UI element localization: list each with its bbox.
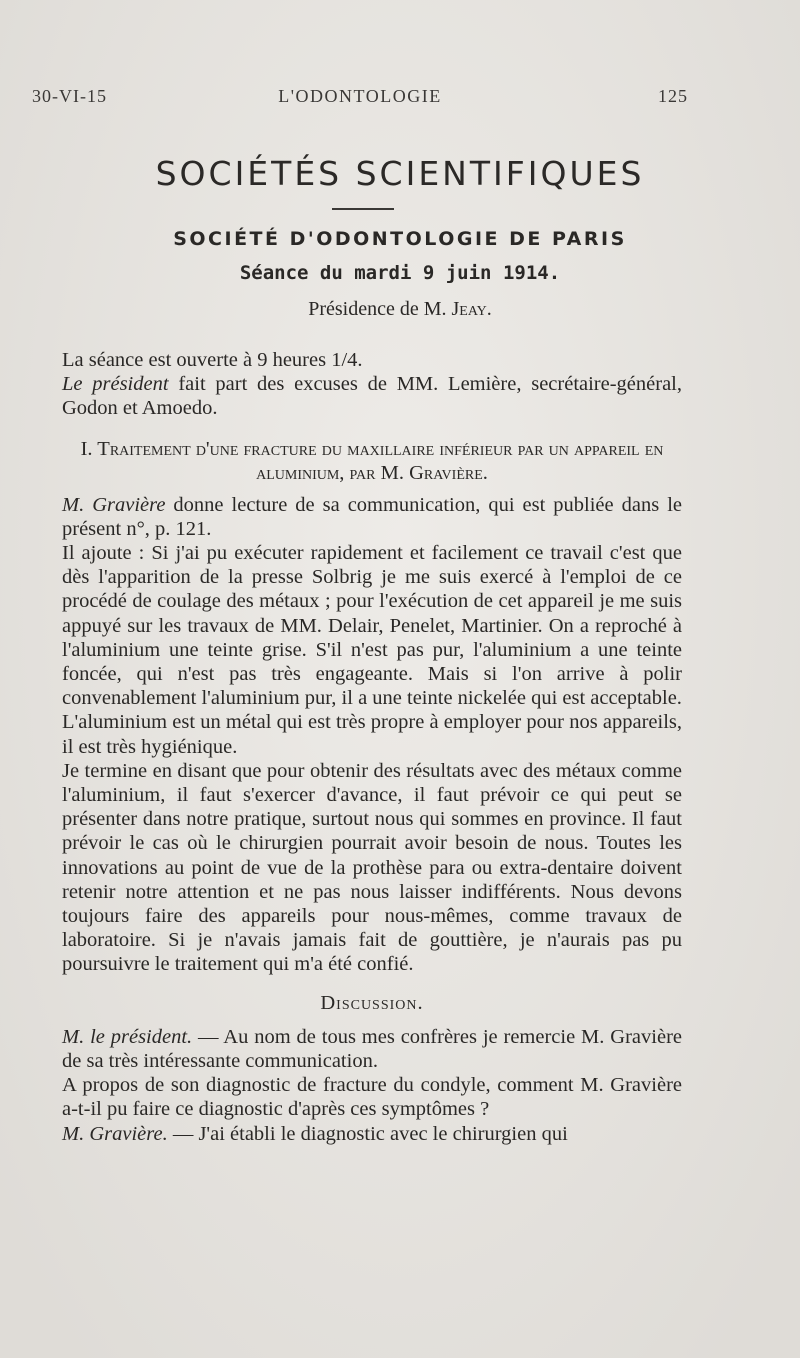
header-journal-title: L'ODONTOLOGIE (278, 86, 442, 106)
speaker-graviere: M. Gravière (62, 493, 166, 516)
title-divider (332, 208, 394, 210)
paragraph-reading (62, 493, 682, 541)
presidency-prefix: Présidence de M. (308, 298, 452, 320)
speaker-graviere-2: M. Gravière. (62, 1122, 168, 1145)
paragraph-excuses-text: fait part des excuses de MM. Lemière, secrétaire-général, Godon et Amoedo. (62, 373, 682, 420)
speaker-president: Le président (62, 373, 169, 396)
paragraph-thanks-text: — Au nom de tous mes confrères je remercie M. Gravière de sa très intéressante communication. (62, 1025, 682, 1073)
agenda-item-title: I. Traitement d'une fracture du maxillaire inférieur par un appareil en aluminium, par M. Gravière. (80, 437, 664, 484)
paragraph-conclusion: Je termine en disant que pour obtenir des résultats avec des métaux comme l'aluminium, il faut s'exercer d'avance, il faut prévoir ce qui peut se présenter dans notre pratique, surtout nous qui sommes en province. Il faut prévoir le cas où le chirurgien pourrait avoir besoin de nous. Toutes les innovations au point de vue de la prothèse para ou extra-dentaire doivent retenir notre attention et ne pas nous laisser indifférents. Nous devons toujours faire des appareils pour nous-mêmes, comme travaux de laboratoire. Si je n'avais jamais fait de gouttière, je n'aurais pas pu poursuivre le traitement qui m'a été confié. (62, 759, 682, 976)
paragraph-answer (62, 1122, 682, 1146)
article-body (62, 348, 682, 1146)
section-title: SOCIÉTÉS SCIENTIFIQUES (155, 154, 645, 193)
paragraph-answer-text: — J'ai établi le diagnostic avec le chirurgien qui (167, 1122, 568, 1145)
header-page-number: 125 (658, 86, 688, 106)
paragraph-thanks (62, 1025, 682, 1073)
paragraph-reading-text: donne lecture de sa communication, qui est publiée dans le présent n°, p. 121. (62, 493, 682, 540)
discussion-heading: Discussion. (320, 991, 424, 1014)
society-name: SOCIÉTÉ D'ODONTOLOGIE DE PARIS (173, 228, 627, 250)
paragraph-question: A propos de son diagnostic de fracture du condyle, comment M. Gravière a-t-il pu faire ce diagnostic d'après ces symptômes ? (62, 1074, 682, 1121)
paragraph-opening: La séance est ouverte à 9 heures 1/4. (62, 349, 363, 371)
paragraph-excuses (62, 372, 682, 420)
header-date: 30-VI-15 (32, 86, 107, 106)
paragraph-aluminium: L'aluminium est un métal qui est très propre à employer pour nos appareils, il est très hygiénique. (62, 711, 682, 758)
speaker-president-2: M. le président. (62, 1025, 193, 1048)
president-name: Jeay. (451, 298, 492, 320)
paragraph-addition: Il ajoute : Si j'ai pu exécuter rapidement et facilement ce travail c'est que dès l'apparition de la presse Solbrig je me suis exercé à l'emploi de ce procédé de coulage des métaux ; pour l'exécution de cet appareil je me suis appuyé sur les travaux de MM. Delair, Penelet, Martinier. On a reproché à l'aluminium une teinte grise. S'il n'est pas pur, l'aluminium a une teinte foncée, qui n'est pas très engageante. Mais si l'on arrive à polir convenablement l'aluminium pur, il a une teinte nickelée qui est acceptable. (62, 542, 682, 710)
presidency-line (0, 298, 800, 321)
session-date: Séance du mardi 9 juin 1914. (239, 262, 561, 284)
